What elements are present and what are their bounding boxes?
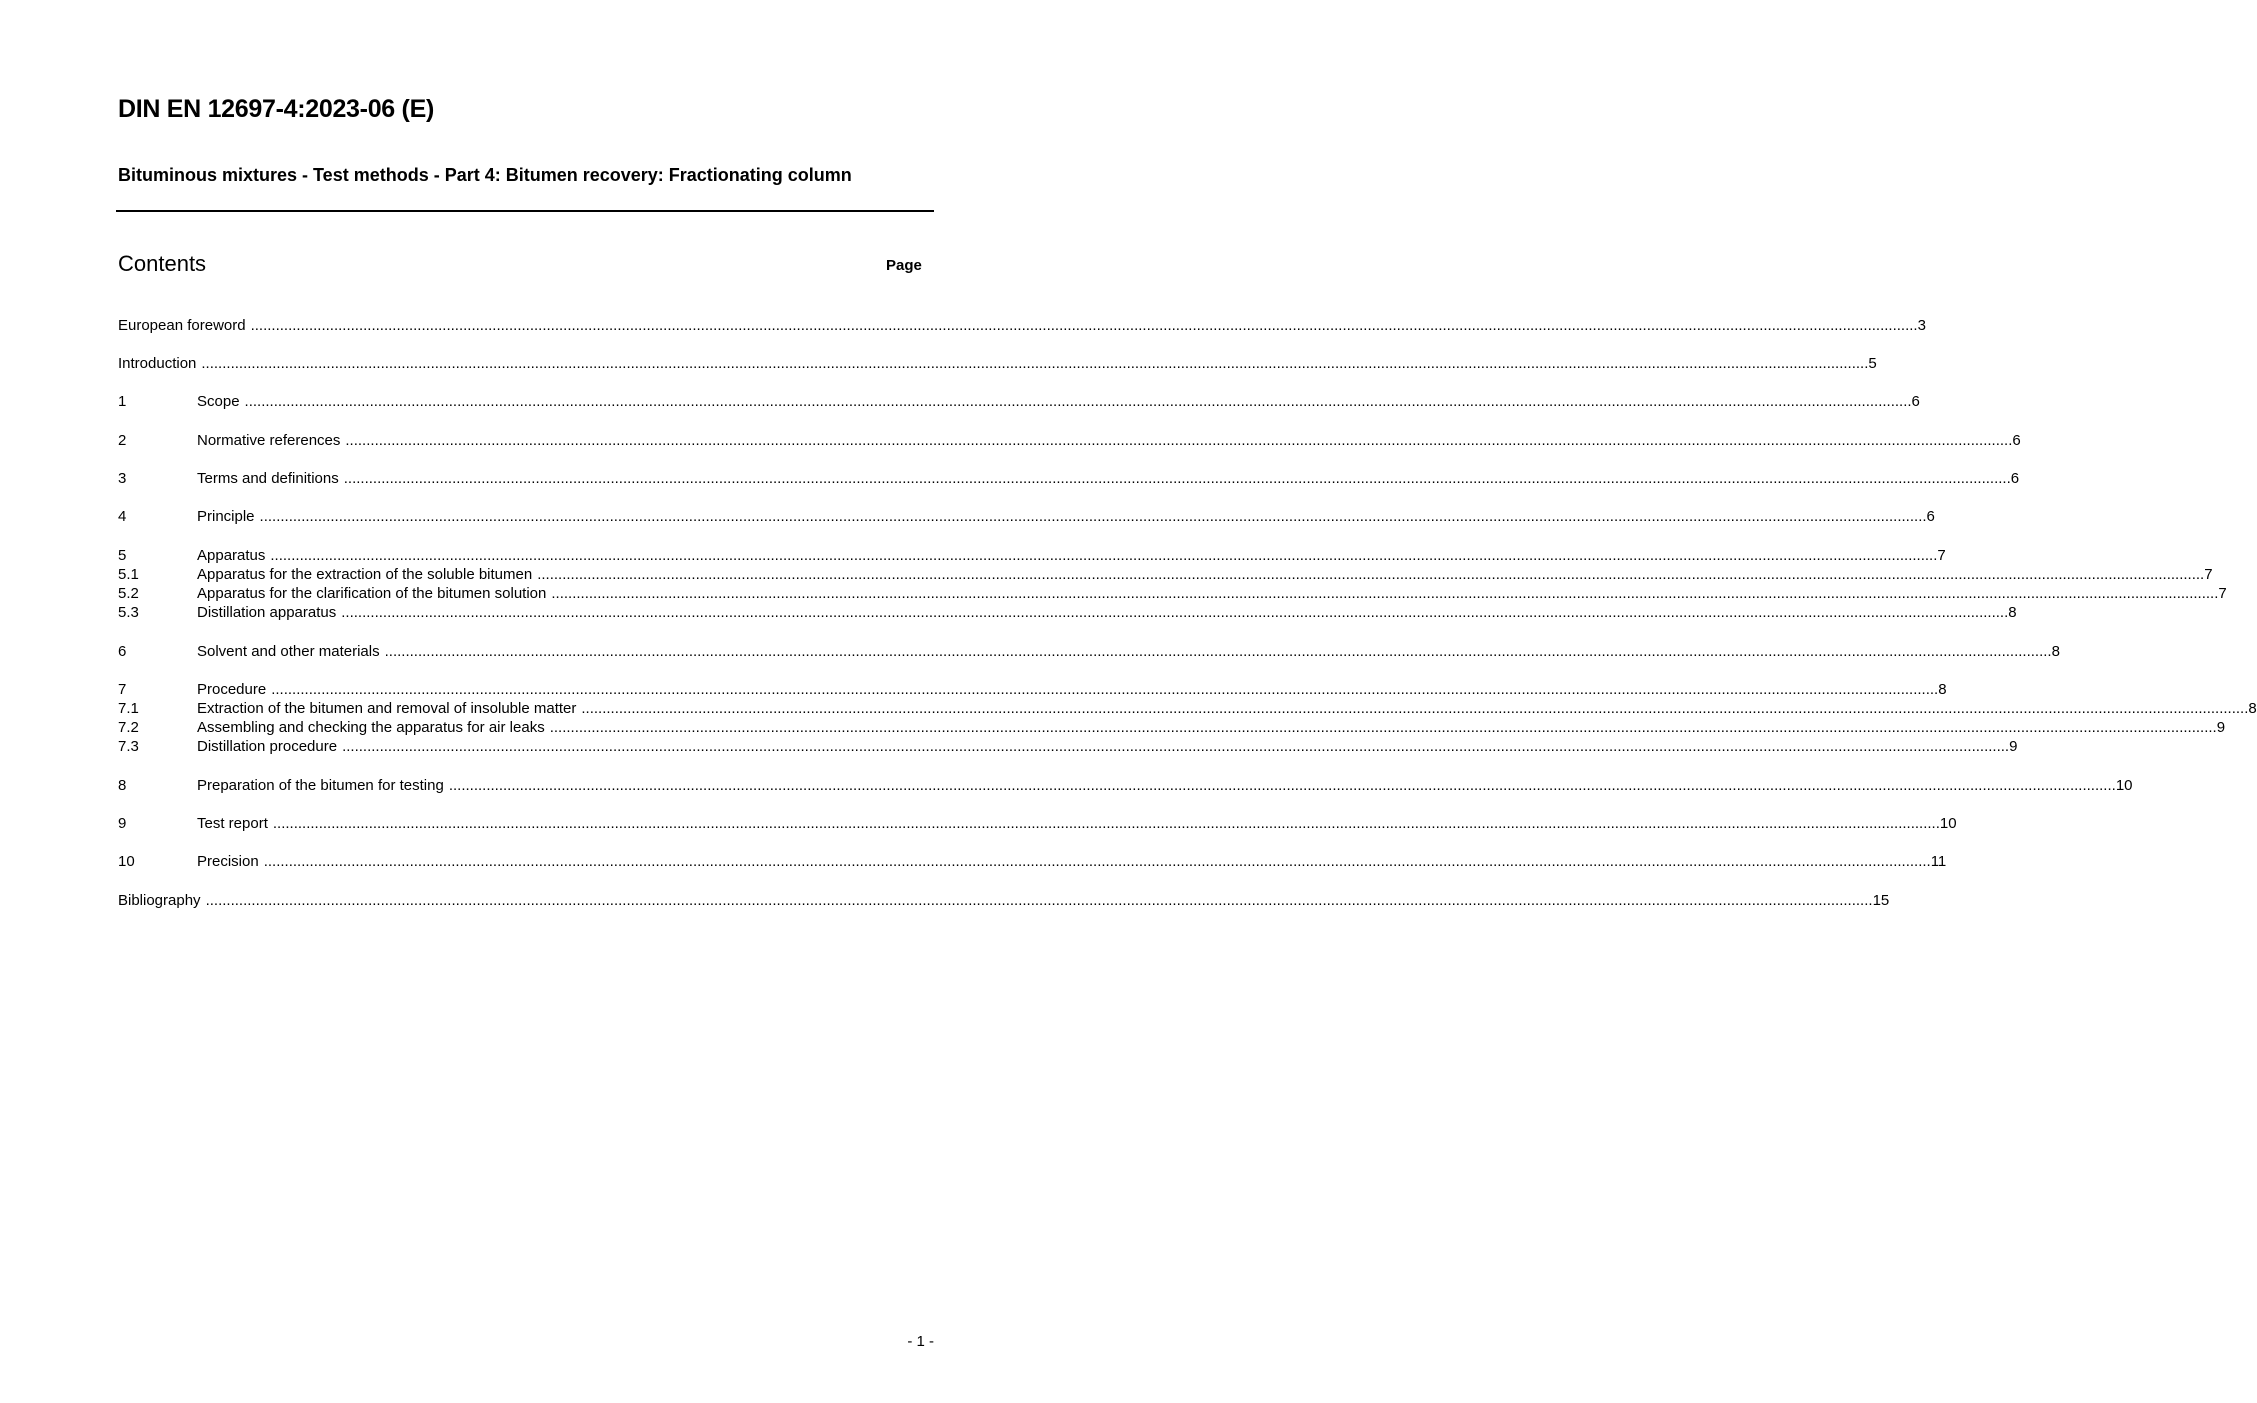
toc-entry-number: 7: [118, 681, 127, 698]
toc-dot-leader: ................................................................................................................................................................................................................................................................................................................................................................................................................: [272, 815, 1940, 832]
toc-entry[interactable]: [118, 584, 2227, 603]
toc-dot-leader: ................................................................................................................................................................................................................................................................................................................................................................................................................: [341, 604, 2009, 621]
toc-entry-title: Test report: [197, 815, 268, 832]
toc-entry-number: 6: [118, 643, 127, 660]
toc-entry-page: 8: [2051, 643, 2060, 660]
page-number: - 1 -: [907, 1333, 934, 1350]
toc-entry-page: 8: [2248, 700, 2257, 717]
toc-dot-leader: ................................................................................................................................................................................................................................................................................................................................................................................................................: [271, 681, 1939, 698]
toc-dot-leader: ................................................................................................................................................................................................................................................................................................................................................................................................................: [270, 547, 1938, 564]
toc-entry-title: Normative references: [197, 432, 341, 449]
toc-entry[interactable]: [118, 699, 2257, 718]
toc-entry-title: Bibliography: [118, 892, 201, 909]
toc-dot-leader: ................................................................................................................................................................................................................................................................................................................................................................................................................: [259, 508, 1927, 525]
toc-entry[interactable]: [118, 469, 2020, 488]
toc-entry[interactable]: [118, 776, 2133, 795]
toc-dot-leader: ................................................................................................................................................................................................................................................................................................................................................................................................................: [345, 432, 2013, 449]
toc-dot-leader: ................................................................................................................................................................................................................................................................................................................................................................................................................: [250, 317, 1918, 334]
toc-entry-title: Terms and definitions: [197, 470, 339, 487]
toc-entry[interactable]: [118, 392, 1920, 411]
toc-entry-title: Precision: [197, 853, 259, 870]
toc-entry-title: Scope: [197, 393, 240, 410]
toc-entry-page: 7: [1937, 547, 1946, 564]
toc-entry-number: 5.1: [118, 566, 139, 583]
toc-entry[interactable]: [118, 354, 1877, 373]
toc-entry-page: 7: [2218, 585, 2227, 602]
toc-dot-leader: ................................................................................................................................................................................................................................................................................................................................................................................................................: [537, 566, 2205, 583]
toc-dot-leader: ................................................................................................................................................................................................................................................................................................................................................................................................................: [549, 719, 2217, 736]
toc-entry-number: 5.2: [118, 585, 139, 602]
toc-entry-page: 11: [1930, 853, 1947, 870]
toc-entry[interactable]: [118, 680, 1947, 699]
toc-entry[interactable]: [118, 852, 1947, 871]
toc-entry-title: Principle: [197, 508, 255, 525]
toc-entry-title: Distillation apparatus: [197, 604, 337, 621]
toc-entry-title: Distillation procedure: [197, 738, 338, 755]
toc-entry-number: 9: [118, 815, 127, 832]
toc-entry-page: 7: [2204, 566, 2213, 583]
toc-entry[interactable]: [118, 603, 2017, 622]
page-column-label: Page: [886, 257, 922, 274]
toc-entry-title: Extraction of the bitumen and removal of insoluble matter: [197, 700, 577, 717]
toc-dot-leader: ................................................................................................................................................................................................................................................................................................................................................................................................................: [244, 393, 1912, 410]
toc-entry-number: 1: [118, 393, 127, 410]
toc-entry-title: Apparatus for the clarification of the bitumen solution: [197, 585, 547, 602]
toc-entry-number: 2: [118, 432, 127, 449]
toc-entry[interactable]: [118, 316, 1926, 335]
toc-entry[interactable]: [118, 565, 2213, 584]
toc-entry-page: 10: [2115, 777, 2133, 794]
toc-dot-leader: ................................................................................................................................................................................................................................................................................................................................................................................................................: [343, 470, 2011, 487]
toc-entry-title: European foreword: [118, 317, 246, 334]
toc-entry[interactable]: [118, 814, 1957, 833]
toc-entry-number: 5.3: [118, 604, 139, 621]
toc-entry[interactable]: [118, 718, 2226, 737]
toc-entry[interactable]: [118, 737, 2018, 756]
toc-dot-leader: ................................................................................................................................................................................................................................................................................................................................................................................................................: [201, 355, 1869, 372]
toc-entry[interactable]: [118, 891, 1890, 910]
toc-entry-page: 9: [2009, 738, 2018, 755]
toc-entry-title: Apparatus for the extraction of the soluble bitumen: [197, 566, 533, 583]
toc-dot-leader: ................................................................................................................................................................................................................................................................................................................................................................................................................: [448, 777, 2116, 794]
toc-entry-number: 4: [118, 508, 127, 525]
toc-entry-page: 10: [1939, 815, 1957, 832]
toc-entry-number: 8: [118, 777, 127, 794]
contents-heading: Contents: [118, 251, 207, 276]
toc-entry-page: 15: [1872, 892, 1890, 909]
toc-dot-leader: ................................................................................................................................................................................................................................................................................................................................................................................................................: [263, 853, 1931, 870]
toc-dot-leader: ................................................................................................................................................................................................................................................................................................................................................................................................................: [551, 585, 2219, 602]
document-identifier: DIN EN 12697-4:2023-06 (E): [118, 95, 434, 123]
toc-entry-number: 7.3: [118, 738, 139, 755]
toc-entry[interactable]: [118, 546, 1946, 565]
toc-entry-page: 8: [2008, 604, 2017, 621]
document-title: Bituminous mixtures - Test methods - Part 4: Bitumen recovery: Fractionating column: [118, 165, 852, 185]
toc-entry-number: 7.2: [118, 719, 139, 736]
toc-entry-title: Procedure: [197, 681, 267, 698]
toc-entry-title: Assembling and checking the apparatus for air leaks: [197, 719, 545, 736]
toc-entry-number: 3: [118, 470, 127, 487]
title-divider: [116, 210, 934, 212]
toc-dot-leader: ................................................................................................................................................................................................................................................................................................................................................................................................................: [384, 643, 2052, 660]
toc-entry-title: Introduction: [118, 355, 197, 372]
toc-entry-title: Apparatus: [197, 547, 266, 564]
toc-entry-page: 9: [2216, 719, 2226, 736]
toc-entry-number: 10: [118, 853, 135, 870]
toc-entry-page: 6: [1911, 393, 1920, 410]
toc-entry-title: Preparation of the bitumen for testing: [197, 777, 444, 794]
toc-entry[interactable]: [118, 431, 2021, 450]
toc-dot-leader: ................................................................................................................................................................................................................................................................................................................................................................................................................: [205, 892, 1873, 909]
toc-entry-number: 5: [118, 547, 127, 564]
toc-entry[interactable]: [118, 642, 2060, 661]
toc-entry-title: Solvent and other materials: [197, 643, 380, 660]
toc-entry-number: 7.1: [118, 700, 139, 717]
toc-dot-leader: ................................................................................................................................................................................................................................................................................................................................................................................................................: [581, 700, 2249, 717]
toc-entry-page: 6: [2010, 470, 2020, 487]
toc-entry[interactable]: [118, 507, 1935, 526]
toc-entry-page: 5: [1868, 355, 1877, 372]
toc-entry-page: 8: [1938, 681, 1947, 698]
toc-dot-leader: ................................................................................................................................................................................................................................................................................................................................................................................................................: [342, 738, 2010, 755]
toc-entry-page: 3: [1917, 317, 1926, 334]
toc-entry-page: 6: [2012, 432, 2021, 449]
toc-entry-page: 6: [1926, 508, 1935, 525]
